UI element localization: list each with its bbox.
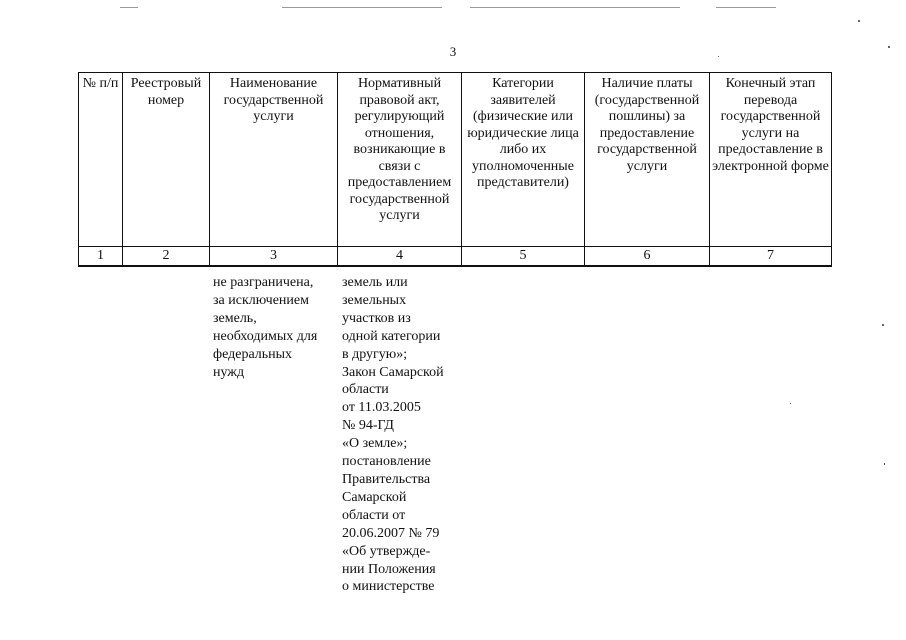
text-line: № 94-ГД [342, 418, 394, 434]
scan-artifact-line [282, 7, 442, 8]
text-line: о министерстве [342, 579, 435, 595]
column-number: 5 [462, 247, 585, 266]
text-line: не разграничена, [213, 275, 314, 290]
text-line: необходимых для [213, 328, 318, 344]
scan-speck [888, 46, 890, 48]
text-line: области от [342, 507, 406, 523]
scan-artifact-line [470, 7, 680, 8]
header-service-name: Наименование государственной услуги [210, 73, 338, 247]
column-number: 7 [710, 247, 832, 266]
text-line: земель или [342, 275, 408, 290]
text-line: участков из [342, 310, 411, 326]
header-final-stage: Конечный этап перевода государственной услуги на предоставление в электронной форме [710, 73, 832, 247]
column-number: 6 [585, 247, 710, 266]
page-number: 3 [449, 44, 457, 59]
header-registry-number: Реестровый номер [123, 73, 210, 247]
text-line: одной категории [342, 328, 441, 344]
header-applicant-categories: Категории заявителей (физические или юридические лица либо их уполномоченные представители) [462, 73, 585, 247]
text-line: от 11.03.2005 [342, 400, 421, 416]
scan-artifact-line [716, 7, 776, 8]
service-name-continuation [213, 274, 317, 381]
table-header-row [79, 73, 832, 247]
scan-speck [718, 56, 719, 57]
services-registry-table [78, 72, 832, 267]
text-line: земель, [213, 310, 257, 326]
column-number: 3 [210, 247, 338, 266]
text-line: нужд [213, 364, 245, 380]
scan-speck [858, 20, 860, 22]
text-line: федеральных [213, 346, 293, 362]
column-number: 4 [338, 247, 462, 266]
scan-speck [884, 463, 885, 465]
header-fee: Наличие платы (государственной пошлины) за предоставление государственной услуги [585, 73, 710, 247]
text-line: Правительства [342, 471, 431, 487]
scan-speck [790, 403, 791, 404]
text-line: за исключением [213, 292, 309, 308]
text-line: постановление [342, 454, 431, 470]
column-number: 2 [123, 247, 210, 266]
text-line: «Об утвержде- [342, 543, 431, 559]
text-line: Закон Самарской [342, 364, 444, 380]
text-line: в другую»; [342, 346, 408, 362]
text-line: «О земле»; [342, 436, 408, 452]
header-row-number: № п/п [79, 73, 123, 247]
scan-speck [882, 324, 884, 326]
column-number: 1 [79, 247, 123, 266]
legal-act-continuation [342, 274, 444, 596]
text-line: земельных [342, 292, 407, 308]
text-line: нии Положения [342, 561, 436, 577]
text-line: Самарской [342, 489, 407, 505]
text-line: области [342, 382, 389, 398]
scan-artifact-line [120, 7, 138, 8]
header-legal-act: Нормативный правовой акт, регулирующий отношения, возникающие в связи с предоставлением государственной услуги [338, 73, 462, 247]
text-line: 20.06.2007 № 79 [342, 525, 440, 541]
column-number-row [79, 247, 832, 266]
